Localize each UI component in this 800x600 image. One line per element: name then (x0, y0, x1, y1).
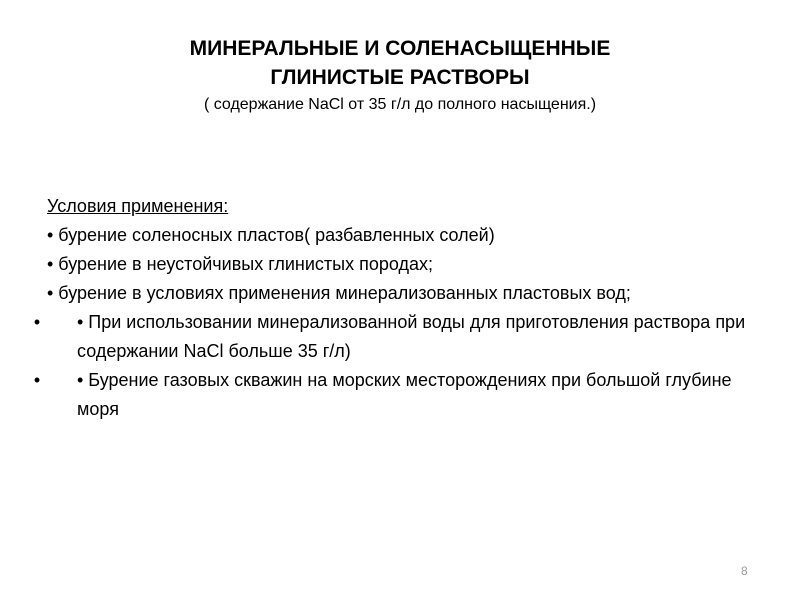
title-line-1: МИНЕРАЛЬНЫЕ И СОЛЕНАСЫЩЕННЫЕ (189, 37, 611, 60)
list-item-bulleted (33, 308, 747, 366)
list-item-bulleted (33, 366, 747, 424)
conditions-list (33, 192, 747, 424)
list-item: • бурение в неустойчивых глинистых породах; (47, 254, 433, 274)
bullet-icon: • (33, 370, 41, 390)
title-line-2: ГЛИНИСТЫЕ РАСТВОРЫ (270, 66, 530, 89)
list-item-text: • Бурение газовых скважин на морских месторождениях при большой глубине моря (77, 370, 732, 419)
list-item: • бурение соленосных пластов( разбавленных солей) (47, 225, 495, 245)
bullet-icon: • (33, 312, 41, 332)
conditions-label: Условия применения: (47, 196, 229, 216)
slide-title (0, 34, 800, 92)
page-number: 8 (741, 564, 748, 578)
list-item: • бурение в условиях применения минерализованных пластовых вод; (47, 283, 631, 303)
list-item-text: • При использовании минерализованной воды для приготовления раствора при содержании NaCl больше 35 г/л) (77, 312, 746, 361)
slide-subtitle: ( содержание NaCl от 35 г/л до полного насыщения.) (203, 96, 597, 113)
